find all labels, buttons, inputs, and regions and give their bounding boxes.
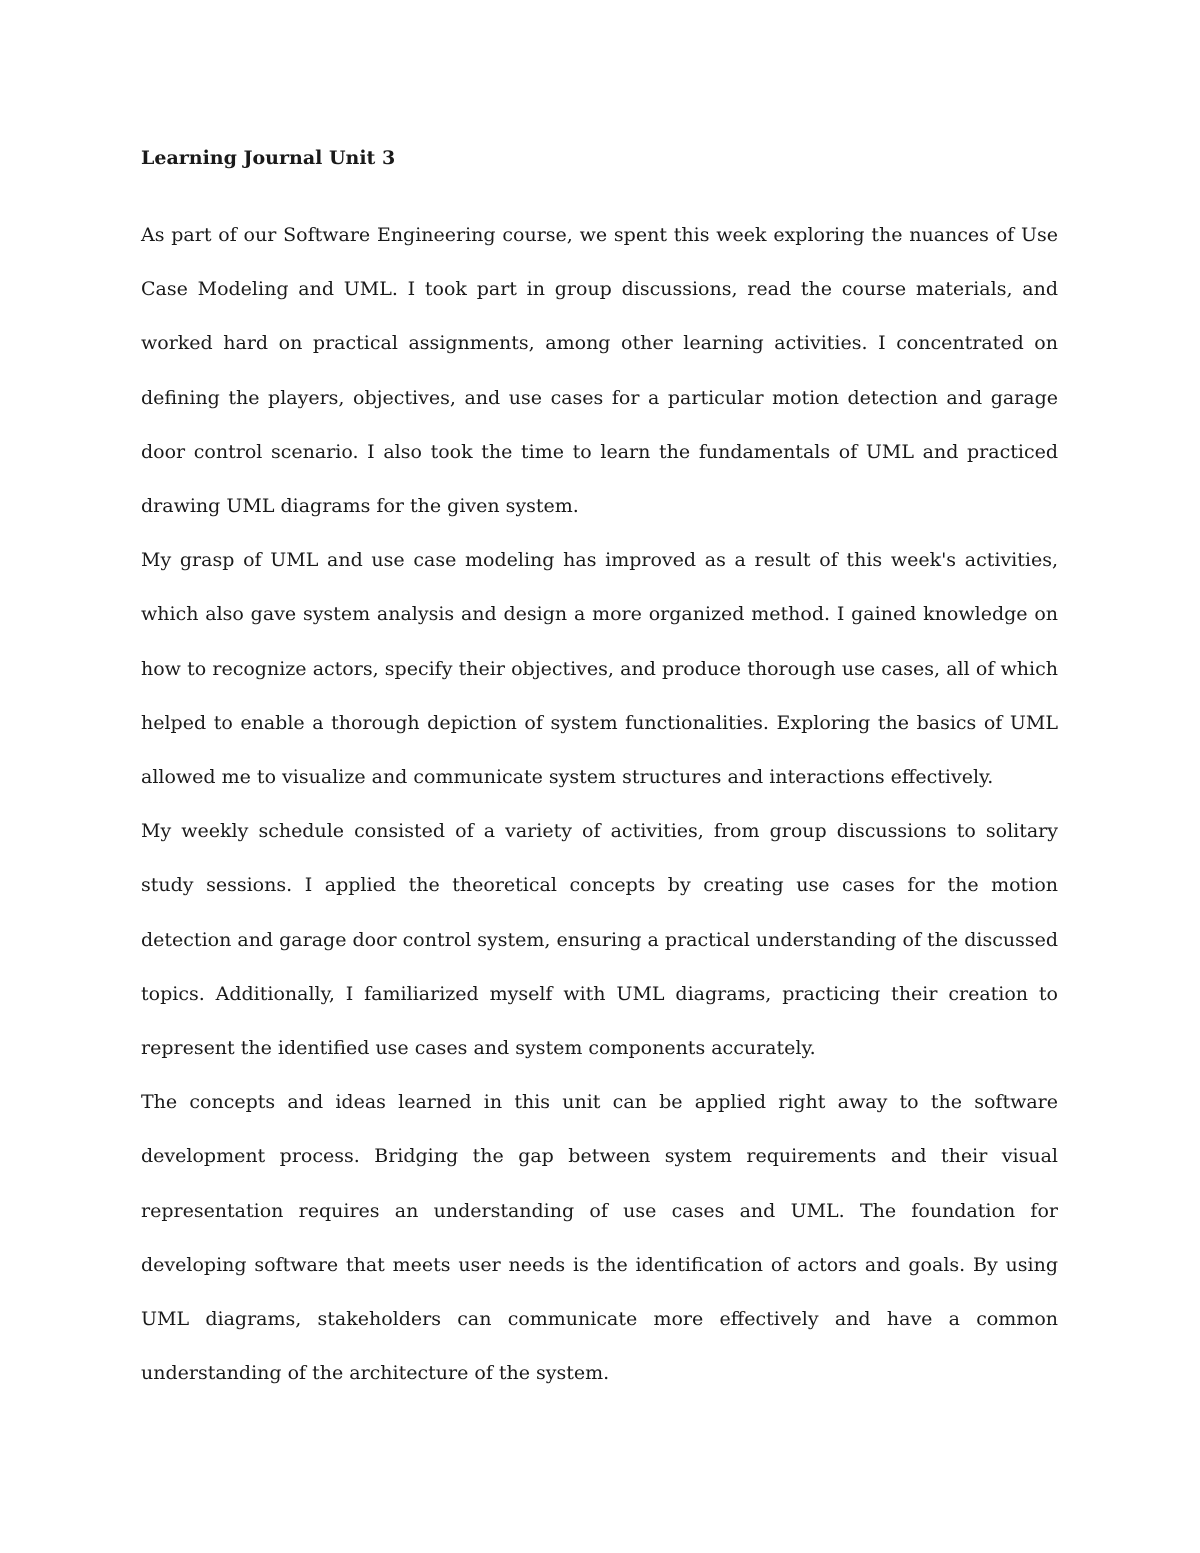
paragraph-understanding: My grasp of UML and use case modeling has improved as a result of this week's activities, which also gave system analysis and design a more organized method. I gained knowledge on how to recognize actors, specify their objectives, and produce thorough use cases, all of which helped to enable a thorough depiction of system functionalities. Exploring the basics of UML allowed me to visualize and communicate system structures and interactions effectively.: [141, 549, 1058, 789]
document-body: [141, 140, 1058, 1400]
paragraph-application: The concepts and ideas learned in this unit can be applied right away to the software development process. Bridging the gap between system requirements and their visual representation requires an understanding of use cases and UML. The foundation for developing software that meets user needs is the identification of actors and goals. By using UML diagrams, stakeholders can communicate more effectively and have a common understanding of the architecture of the system.: [141, 1091, 1058, 1385]
document-title: Learning Journal Unit 3: [141, 147, 396, 169]
paragraph-schedule: My weekly schedule consisted of a variety of activities, from group discussions to solitary study sessions. I applied the theoretical concepts by creating use cases for the motion detection and garage door control system, ensuring a practical understanding of the discussed topics. Additionally, I familiarized myself with UML diagrams, practicing their creation to represent the identified use cases and system components accurately.: [141, 820, 1058, 1060]
paragraph-activities: As part of our Software Engineering course, we spent this week exploring the nuances of Use Case Modeling and UML. I took part in group discussions, read the course materials, and worked hard on practical assignments, among other learning activities. I concentrated on defining the players, objectives, and use cases for a particular motion detection and garage door control scenario. I also took the time to learn the fundamentals of UML and practiced drawing UML diagrams for the given system.: [141, 224, 1058, 518]
